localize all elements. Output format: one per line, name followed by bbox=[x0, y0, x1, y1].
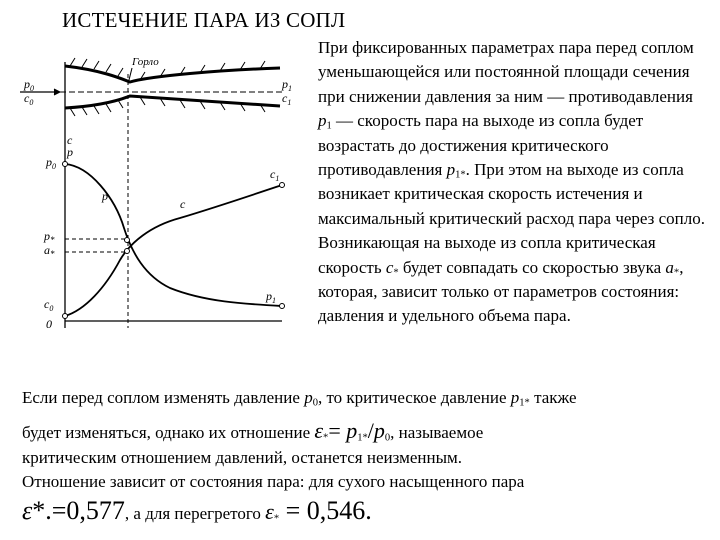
a-star-label: a bbox=[44, 243, 50, 257]
p1-symbol-sub: 1 bbox=[326, 120, 332, 132]
p1-symbol: p bbox=[318, 111, 327, 131]
svg-text:c0 bbox=[44, 297, 53, 313]
equals-sign: = bbox=[328, 418, 347, 443]
c1-top-label: c bbox=[282, 91, 288, 105]
nozzle-sketch bbox=[20, 58, 285, 328]
ratio-p0: p bbox=[373, 418, 385, 443]
ratio-slash: / bbox=[367, 418, 374, 443]
epsilon-symbol: ε bbox=[314, 418, 324, 443]
c0-axis-label: c bbox=[44, 297, 50, 311]
svg-text:a* bbox=[44, 243, 55, 259]
throat-label: Горло bbox=[132, 56, 159, 68]
p0-symbol: p bbox=[304, 388, 313, 407]
a-star-symbol-sub: * bbox=[673, 267, 680, 279]
pressure-curve bbox=[65, 164, 282, 306]
c0-top-sub: 0 bbox=[29, 98, 34, 107]
bottom-line-4: Отношение зависит от состояния пара: для сухого насыщенного пара bbox=[22, 472, 525, 491]
epsilon-superheated-value: = 0,546. bbox=[279, 496, 372, 525]
bottom-line-2 bbox=[22, 418, 483, 444]
epsilon-symbol-sub: * bbox=[323, 432, 329, 444]
p1-curve-label: p bbox=[266, 289, 272, 303]
epsilon-dry-symbol: ε bbox=[22, 496, 33, 525]
svg-text:p0 bbox=[45, 155, 56, 171]
critical-point-p bbox=[125, 238, 130, 243]
parameter-graph bbox=[63, 162, 285, 322]
origin-label: 0 bbox=[46, 317, 52, 331]
nozzle-flow-diagram bbox=[20, 48, 330, 378]
bottom-line-1-c: также bbox=[529, 388, 577, 407]
ratio-p1-sub: 1* bbox=[357, 432, 368, 444]
c-star-symbol: c bbox=[385, 257, 394, 277]
bottom-line-5-mid: , а для перегретого bbox=[124, 504, 266, 523]
p0-symbol-sub: 0 bbox=[312, 397, 318, 409]
svg-text:c1 bbox=[282, 91, 291, 107]
p-star-sub: * bbox=[50, 235, 55, 245]
para-part-4: будет совпадать со скоростью звука bbox=[398, 257, 666, 277]
svg-text:c0 bbox=[24, 91, 33, 107]
a-star-symbol: a bbox=[665, 257, 674, 277]
para-part-5: , которая, зависит только от параметров состояния: давления и удельного объема пара. bbox=[318, 257, 684, 326]
bottom-line-1 bbox=[22, 388, 577, 408]
p1-star-symbol: p bbox=[446, 160, 456, 180]
epsilon-dry-value: *.=0,577 bbox=[32, 496, 125, 525]
c-star-symbol-sub: * bbox=[393, 267, 399, 279]
c1-top-sub: 1 bbox=[287, 98, 292, 107]
bottom-line-3: критическим отношением давлений, останется неизменным. bbox=[22, 448, 463, 467]
p-curve-label: p bbox=[102, 189, 108, 203]
p1-point bbox=[280, 304, 285, 309]
c1-curve-sub: 1 bbox=[275, 174, 280, 183]
epsilon-superheated-symbol: ε bbox=[265, 499, 274, 524]
c-axis-label: c bbox=[67, 133, 73, 147]
critical-point-a bbox=[125, 249, 130, 254]
p0-point bbox=[63, 162, 68, 167]
c-curve-label: c bbox=[180, 197, 186, 211]
p1-star-symbol-sub: 1* bbox=[455, 169, 466, 181]
svg-text:c1 bbox=[270, 167, 279, 183]
nozzle-top-wall bbox=[65, 66, 280, 82]
c0-top-label: c bbox=[24, 91, 30, 105]
bottom-line-2-b: , называемое bbox=[390, 423, 484, 442]
p1-top-label: p bbox=[282, 77, 288, 91]
velocity-curve bbox=[65, 185, 282, 316]
slide-title: ИСТЕЧЕНИЕ ПАРА ИЗ СОПЛ bbox=[62, 8, 346, 32]
p-star-label: p bbox=[44, 229, 50, 243]
description-paragraph bbox=[318, 36, 710, 329]
bottom-line-1-a: Если перед соплом изменять давление bbox=[22, 388, 305, 407]
para-part-2: — скорость пара на выходе из сопла будет возрастать до достижения критического противодавления bbox=[318, 111, 644, 180]
c1-curve-label: c bbox=[270, 167, 276, 181]
p1-top-sub: 1 bbox=[288, 84, 292, 93]
p0-axis-sub: 0 bbox=[52, 162, 56, 171]
p0-top-sub: 0 bbox=[30, 84, 34, 93]
inlet-arrow-head bbox=[54, 89, 60, 95]
nozzle-bottom-wall bbox=[65, 96, 280, 108]
p1-crit-symbol-sub: 1* bbox=[519, 397, 530, 409]
bottom-line-1-b: , то критическое давление bbox=[317, 388, 511, 407]
p0-top-label: p bbox=[24, 77, 30, 91]
bottom-line-2-a: будет изменяться, однако их отношение bbox=[22, 423, 315, 442]
c0-point bbox=[63, 314, 68, 319]
p1-curve-sub: 1 bbox=[272, 296, 276, 305]
svg-text:p1 bbox=[265, 289, 276, 305]
para-part-3: . При этом на выходе из сопла возникает критическая скорость истечения и максимальный критический расход пара через сопло. Возникающая на выходе из сопла критическая скорость bbox=[318, 160, 706, 277]
para-part-1: При фиксированных параметрах пара перед соплом уменьшающейся или постоянной площади сечения при снижении давления за ним — противодавления bbox=[318, 38, 694, 106]
p0-axis-label: p bbox=[46, 155, 52, 169]
c1-point bbox=[280, 183, 285, 188]
bottom-line-5 bbox=[22, 496, 372, 526]
ratio-p1: p bbox=[346, 418, 358, 443]
ratio-p0-sub: 0 bbox=[384, 432, 391, 444]
p1-crit-symbol: p bbox=[510, 388, 520, 407]
c0-axis-sub: 0 bbox=[49, 304, 54, 313]
epsilon-superheated-sub: * bbox=[273, 513, 280, 525]
p-axis-label: p bbox=[67, 145, 73, 159]
a-star-sub: * bbox=[50, 249, 55, 259]
